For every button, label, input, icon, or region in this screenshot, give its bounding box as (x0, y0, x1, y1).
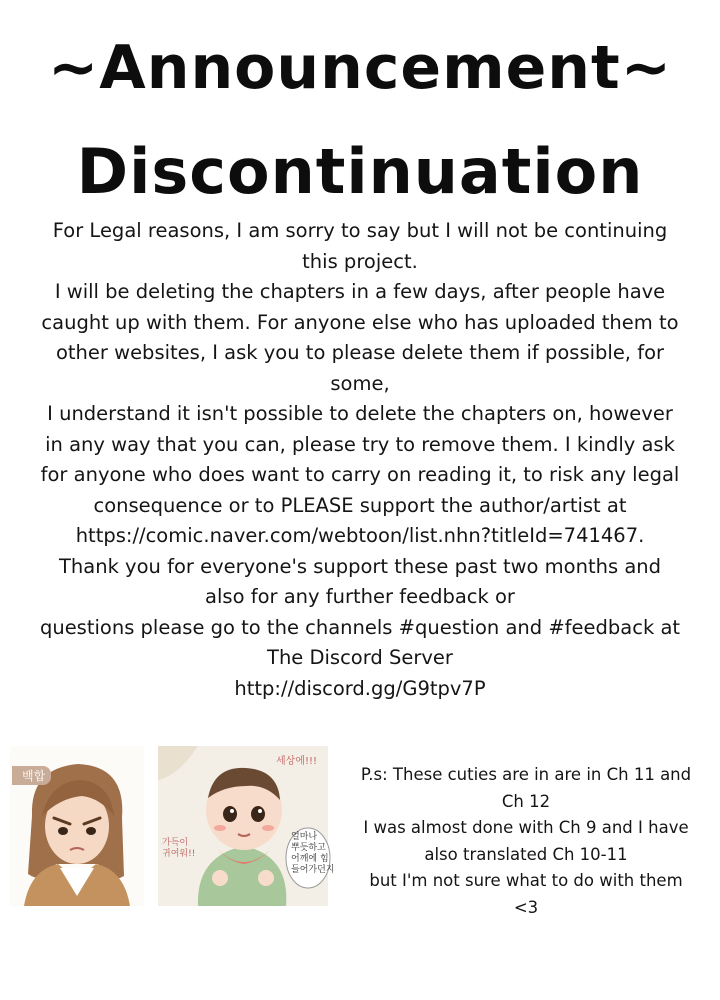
side-caption: 가득이 귀여워!! (162, 838, 196, 859)
ps-line: Ch 12 (501, 791, 551, 811)
body-line: I will be deleting the chapters in a few days, after people have (54, 280, 666, 303)
ps-line: but I'm not sure what to do with them (369, 871, 683, 890)
body-line: other websites, I ask you to please delete them if possible, for (55, 341, 665, 364)
exclamation-bubble: 세상에!!! (276, 756, 318, 767)
announcement-title: ~Announcement~ (48, 33, 672, 103)
body-line: I understand it isn't possible to delete the chapters on, however (47, 402, 673, 425)
woman-illustration (10, 746, 144, 906)
speech-bubble: 얼마나 뿌듯하고 어깨에 힘 들어가던지 (291, 832, 335, 875)
body-line: this project. (302, 249, 418, 273)
body-line: The Discord Server (267, 646, 453, 669)
body-line: in any way that you can, please try to remove them. I kindly ask (45, 432, 675, 456)
body-line: questions please go to the channels #question and #feedback at (39, 615, 681, 639)
baby-illustration (158, 746, 335, 906)
discord-link[interactable]: http://discord.gg/G9tpv7P (234, 676, 486, 700)
naver-link[interactable]: https://comic.naver.com/webtoon/list.nhn?titleId=741467. (75, 524, 645, 547)
body-line: also for any further feedback or (205, 585, 515, 608)
body-line: for anyone who does want to carry on reading it, to risk any legal (40, 463, 680, 486)
ps-line: I was almost done with Ch 9 and I have (363, 818, 689, 837)
body-line: consequence or to PLEASE support the author/artist at (93, 493, 627, 517)
body-line: caught up with them. For anyone else who has uploaded them to (41, 310, 679, 334)
ps-line: <3 (513, 897, 539, 917)
ps-line: also translated Ch 10-11 (424, 844, 628, 864)
discontinuation-subtitle: Discontinuation (76, 135, 644, 208)
body-line: For Legal reasons, I am sorry to say but I will not be continuing (52, 219, 668, 242)
baby-drawing (158, 746, 335, 906)
postscript (338, 762, 714, 921)
announcement-body (8, 216, 712, 704)
body-line: Thank you for everyone's support these past two months and (58, 554, 661, 578)
ps-line: P.s: These cuties are in are in Ch 11 and (360, 765, 692, 784)
name-tag: 백합 (12, 766, 51, 785)
body-line: some, (330, 371, 390, 395)
